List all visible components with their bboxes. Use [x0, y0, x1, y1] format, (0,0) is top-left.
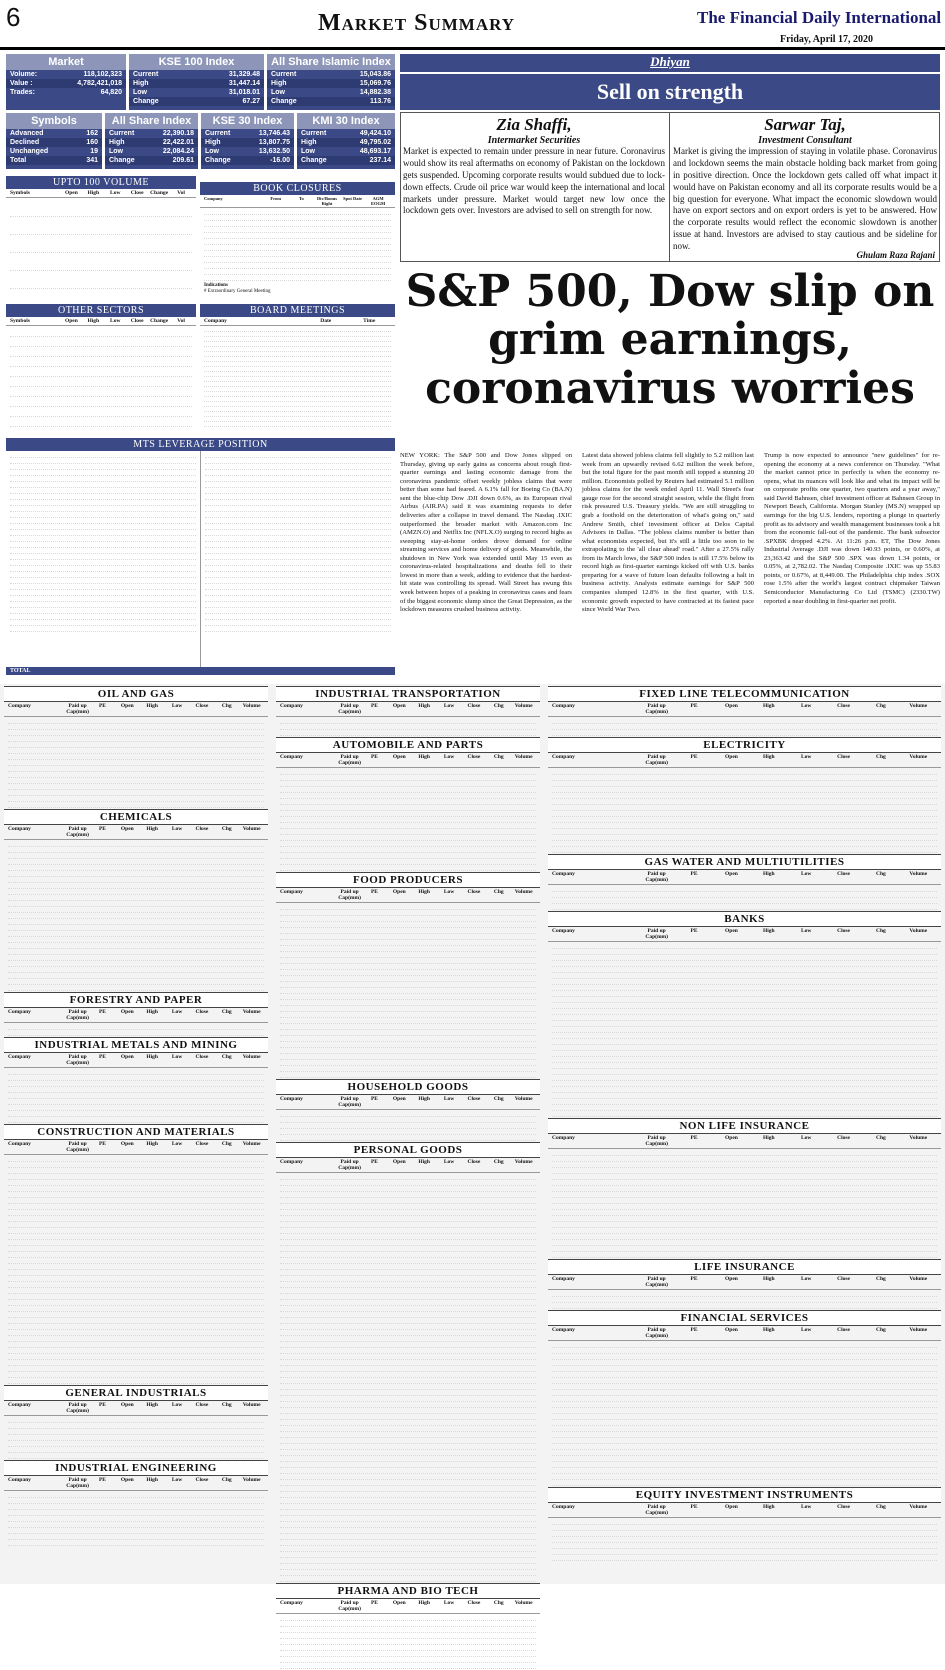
sector-header: Company Paid up Cap(mm) PE Open High Low Close Chg Volume	[276, 753, 540, 768]
header-rule	[0, 47, 945, 50]
table-row	[552, 904, 937, 910]
panel-row: Current 15,043.86	[271, 71, 391, 78]
masthead: The Financial Daily International	[697, 8, 942, 27]
panel-row: Change 237.14	[297, 156, 395, 165]
column-divider	[669, 113, 670, 261]
listings-left-column	[4, 686, 268, 1582]
sector-rows	[548, 1341, 941, 1487]
sector-title: LIFE INSURANCE	[548, 1259, 941, 1275]
allshare-panel	[105, 113, 198, 169]
sector-table	[276, 1142, 540, 1583]
story-headline: S&P 500, Dow slip on grim earnings, coronavirus worries	[405, 266, 935, 414]
panel-row: Current 31,329.48	[133, 71, 260, 78]
mts-left-column	[6, 451, 201, 667]
section-title: Market Summary	[318, 10, 516, 36]
sector-table	[548, 1310, 941, 1487]
panel-row: High 13,807.75	[201, 138, 294, 147]
panel-heading: All Share Index	[105, 113, 198, 129]
sector-title: INDUSTRIAL METALS AND MINING	[4, 1037, 268, 1053]
sector-table	[276, 1583, 540, 1670]
sector-header: Company Paid up Cap(mm) PE Open High Low Close Chg Volume	[548, 702, 941, 717]
table-row	[552, 1252, 937, 1258]
sector-table	[4, 1037, 268, 1124]
sector-rows	[4, 1491, 268, 1547]
sector-title: GAS WATER AND MULTIUTILITIES	[548, 854, 941, 870]
table-row	[8, 1540, 264, 1546]
author2-name: Sarwar Taj,	[764, 115, 846, 134]
sector-rows	[4, 1155, 268, 1385]
sector-header: Company Paid up Cap(mm) PE Open High Low Close Chg Volume	[4, 1053, 268, 1068]
sector-rows	[4, 840, 268, 992]
dhiyan-tag: Dhiyan	[400, 54, 940, 72]
sector-rows	[548, 768, 941, 854]
author2-affiliation: Investment Consultant	[758, 135, 852, 146]
sector-table	[4, 1460, 268, 1547]
sector-rows	[276, 903, 540, 1079]
sector-header: Company Paid up Cap(mm) PE Open High Low Close Chg Volume	[276, 1158, 540, 1173]
kse100-panel	[129, 54, 264, 110]
sector-title: FIXED LINE TELECOMMUNICATION	[548, 686, 941, 702]
sector-header: Company Paid up Cap(mm) PE Open High Low Close Chg Volume	[4, 1476, 268, 1491]
story-column-3: Trump is now expected to announce "new guidelines" for re-opening the economy at a news conference on Thursday. "What the market cannot price in perfectly is when the economy re-opens, what its nuances will look like and what its impact will be on corporate profits one quarter, two quarters and a year away," said David Bahnsen, chief investment officer at Bahnsen Group in Newport Beach, California. Morgan Stanley (MS.N) wrapped up earnings for the big U.S. lenders, reporting a plunge in quarterly profit as its advisory and wealth management businesses took a hit from the economic fall-out of the pandemic. The bank subsector .SPXBK dropped 4.2%. At 11:26 p.m. ET, The Dow Jones Industrial Average .DJI was down 140.93 points, or 0.60%, at 23,363.42 and the S&P 500 .SPX was down 1.34 points, or 0.05%, at 2,782.02. The Nasdaq Composite .IXIC was up 55.83 points, or 0.67%, at 8,449.00. The Philadelphia chip index .SOX rose 1.5% after the world's largest contract chipmaker Taiwan Semiconductor Manufacturing Co Ltd (TSMC) (2330.TW) reported a near doubling in first-quarter net profit.	[764, 452, 940, 605]
sector-title: CONSTRUCTION AND MATERIALS	[4, 1124, 268, 1140]
sector-table	[4, 1385, 268, 1460]
table-header: Symbols Open High Low Close Change Vol	[6, 317, 196, 326]
table-row	[280, 1072, 536, 1078]
panel-row: Low 13,632.50	[205, 148, 290, 155]
panel-row: Change 209.61	[105, 156, 198, 165]
table-row	[552, 1303, 937, 1309]
dhiyan-box	[400, 112, 940, 262]
sector-table	[4, 809, 268, 992]
sector-table	[276, 737, 540, 872]
panel-row: Change -16.00	[201, 156, 294, 165]
sector-table	[548, 911, 941, 1118]
sector-table	[4, 992, 268, 1037]
sector-title: GENERAL INDUSTRIALS	[4, 1385, 268, 1401]
panel-row: Low 22,084.24	[109, 148, 194, 155]
sector-title: FORESTRY AND PAPER	[4, 992, 268, 1008]
table-row	[8, 1030, 264, 1036]
sector-rows	[276, 717, 540, 737]
footnote-label: Indications	[204, 283, 228, 288]
sector-rows	[276, 768, 540, 872]
sector-header: Company Paid up Cap(mm) PE Open High Low Close Chg Volume	[548, 1326, 941, 1341]
panel-heading: Symbols	[6, 113, 102, 129]
sector-title: AUTOMOBILE AND PARTS	[276, 737, 540, 753]
sector-header: Company Paid up Cap(mm) PE Open High Low Close Chg Volume	[548, 753, 941, 768]
table-body	[6, 198, 196, 290]
mts-columns	[6, 451, 395, 667]
panel-row: Current 13,746.43	[205, 130, 290, 137]
sector-rows	[548, 885, 941, 911]
sector-rows	[4, 717, 268, 809]
author1-text: Market is expected to remain under pressure in near future. Coronavirus would show its real aftermaths on economy of Pakistan on the lockdown gets suspended. Upcoming corporate results would subdued due to lock-down effects. Crude oil price war would keep the international and local markets under pressure. Market would target new low once the lockdown gets over. Investors are advised to sell on strength for now.	[403, 146, 665, 216]
sector-header: Company Paid up Cap(mm) PE Open High Low Close Chg Volume	[276, 1095, 540, 1110]
panel-row: Value : 4,782,421,018	[6, 79, 126, 88]
table-title: UPTO 100 VOLUME	[6, 176, 196, 189]
author1-block	[403, 115, 665, 217]
panel-row: Declined 160	[6, 138, 102, 147]
sector-table	[548, 737, 941, 854]
sector-title: INDUSTRIAL ENGINEERING	[4, 1460, 268, 1476]
sector-rows	[548, 1518, 941, 1562]
story-column-2: Latest data showed jobless claims fell slightly to 5.2 million last week from an upwardly revised 6.62 million the week before, but the total figure for the past month still topped a stunning 20 million. Economists polled by Reuters had estimated 5.1 million jobless claims for the week ended April 11. Wall Street's fear gauge rose for the second straight session, while the flight from risk pressured U.S. Treasury yields. "We are still struggling to grab a foothold on the deterioration of what's going on," said Andrew Smith, chief investment officer at Delos Capital Advisors in Dallas. "The jobless claims number is better than what economists expected, but it's still a little too soon to be extrapolating to the 'all clear ahead' road." After a 27.5% rally from its March lows, the S&P 500 index is still 17.5% below its record high as first-quarter earnings kicked off with U.S. banks preparing for a wave of future loan defaults following a halt in business activity. Analysts estimate earnings for S&P 500 companies slumped 12.8% in the first quarter, with U.S. economic growth expected to have contracted at its fastest pace since World War Two.	[582, 452, 754, 614]
table-title: OTHER SECTORS	[6, 304, 196, 317]
sector-title: OIL AND GAS	[4, 686, 268, 702]
table-title: MTS LEVERAGE POSITION	[6, 438, 395, 451]
sector-title: FINANCIAL SERVICES	[548, 1310, 941, 1326]
sector-rows	[4, 1068, 268, 1124]
sector-header: Company Paid up Cap(mm) PE Open High Low Close Chg Volume	[276, 702, 540, 717]
upto100-table	[6, 176, 196, 300]
table-row	[280, 730, 536, 736]
sector-table	[548, 686, 941, 737]
market-panel	[6, 54, 126, 110]
table-header: Company Date Time	[200, 317, 395, 326]
sector-rows	[548, 1290, 941, 1310]
table-body	[6, 326, 196, 428]
table-row	[280, 1135, 536, 1141]
table-title: BOOK CLOSURES	[200, 182, 395, 195]
issue-date: Friday, April 17, 2020	[780, 34, 874, 45]
sector-table	[548, 1118, 941, 1259]
sector-title: EQUITY INVESTMENT INSTRUMENTS	[548, 1487, 941, 1503]
table-row	[8, 985, 264, 991]
panel-heading: KSE 100 Index	[129, 54, 264, 70]
sector-header: Company Paid up Cap(mm) PE Open High Low Close Chg Volume	[548, 870, 941, 885]
kse30-panel	[201, 113, 294, 169]
panel-heading: All Share Islamic Index	[267, 54, 395, 70]
symbols-panel	[6, 113, 102, 169]
story-column-1: NEW YORK: The S&P 500 and Dow Jones slipped on Thursday, giving up early gains as concerns about rough first-quarter earnings and lasting economic damage from the coronavirus pandemic offset weekly jobless claims that were better than some had feared. A 6.1% fall for Boeing Co (BA.N) sent the blue-chip Dow .DJI down 0.6%, as its European rival Airbus (AIR.PA) said it was examining requests to defer deliveries after a collapse in travel demand. The Nasdaq .IXIC outperformed the broader market with Amazon.com Inc (AMZN.O) and Netflix Inc (NFLX.O) surging to record highs as sweeping stay-at-home orders drove demand for online streaming services and home delivery of goods. Meanwhile, the shutdown in New York was extended until May 15 even as coronavirus-related hospitalizations and deaths fell to their lowest in more than a week, adding to evidence that the hardest-hit state was controlling its spread. Wall Street has swung this week between hopes of a peaking in coronavirus cases and fears of the biggest economic slump since the Great Depression, as the lockdown measures crushed business activity.	[400, 452, 572, 614]
panel-row: High 49,795.02	[297, 138, 395, 147]
table-row	[8, 1453, 264, 1459]
sector-table	[276, 686, 540, 737]
sector-header: Company Paid up Cap(mm) PE Open High Low Close Chg Volume	[4, 702, 268, 717]
sector-title: INDUSTRIAL TRANSPORTATION	[276, 686, 540, 702]
table-row	[552, 1111, 937, 1117]
sector-title: ELECTRICITY	[548, 737, 941, 753]
panel-row: High 15,069.76	[267, 79, 395, 88]
sector-table	[4, 1124, 268, 1385]
sector-rows	[276, 1614, 540, 1670]
sector-header: Company Paid up Cap(mm) PE Open High Low Close Chg Volume	[276, 888, 540, 903]
sector-rows	[548, 1149, 941, 1259]
panel-row: Low 31,018.01	[133, 89, 260, 96]
table-header: Symbols Open High Low Close Change Vol	[6, 189, 196, 198]
panel-row: Low 14,882.38	[271, 89, 391, 96]
table-row	[280, 1576, 536, 1582]
byline: Ghulam Raza Rajani	[856, 250, 935, 260]
table-row	[552, 1555, 937, 1561]
panel-heading: Market	[6, 54, 126, 70]
mts-total-label: TOTAL	[6, 667, 395, 675]
panel-row: Current 49,424.10	[301, 130, 391, 137]
table-row	[280, 865, 536, 871]
sector-title: BANKS	[548, 911, 941, 927]
author2-block	[673, 115, 937, 253]
sector-table	[548, 1487, 941, 1562]
sector-header: Company Paid up Cap(mm) PE Open High Low Close Chg Volume	[4, 1140, 268, 1155]
table-body	[200, 208, 395, 282]
author1-name: Zia Shaffi,	[496, 115, 572, 134]
sector-title: PHARMA AND BIO TECH	[276, 1583, 540, 1599]
sector-title: CHEMICALS	[4, 809, 268, 825]
listings-right-column	[548, 686, 941, 1582]
other-sectors-table	[6, 304, 196, 432]
mts-leverage-table	[6, 438, 395, 678]
table-row	[8, 1378, 264, 1384]
sector-rows	[276, 1110, 540, 1142]
table-row	[280, 1663, 536, 1669]
sector-table	[548, 854, 941, 911]
panel-row: Current 22,390.18	[109, 130, 194, 137]
sector-header: Company Paid up Cap(mm) PE Open High Low Close Chg Volume	[548, 1134, 941, 1149]
table-row	[8, 1117, 264, 1123]
sector-header: Company Paid up Cap(mm) PE Open High Low Close Chg Volume	[548, 1275, 941, 1290]
sector-title: PERSONAL GOODS	[276, 1142, 540, 1158]
panel-row: Change 113.76	[267, 97, 395, 106]
mts-right-column	[201, 451, 395, 667]
sector-title: HOUSEHOLD GOODS	[276, 1079, 540, 1095]
panel-row: Change 67.27	[129, 97, 264, 106]
sector-rows	[4, 1416, 268, 1460]
allshare-islamic-panel	[267, 54, 395, 110]
sector-table	[4, 686, 268, 809]
sector-header: Company Paid up Cap(mm) PE Open High Low Close Chg Volume	[548, 927, 941, 942]
sector-rows	[4, 1023, 268, 1037]
sector-header: Company Paid up Cap(mm) PE Open High Low Close Chg Volume	[276, 1599, 540, 1614]
table-row	[8, 802, 264, 808]
panel-row: Trades: 64,820	[10, 89, 122, 96]
sector-rows	[276, 1173, 540, 1583]
author2-text: Market is giving the impression of staying in volatile phase. Coronavirus and lockdown seems the main obstacle holding back market from going in positive direction. Once the lockdown gets called off what impact it would have on Pakistan economy and all its corporate results would be a big question for everyone. What impact the economic slowdown would have on export sectors and on export orders is yet to be answered. How the corporate results would reflect the economic slowdown is another issue at hand. Investors are advised to stay cautious and be sideline for now.	[673, 146, 937, 251]
table-header: Company From To Div/Bonus Right Spot Date AGM EOGM	[200, 195, 395, 208]
author1-affiliation: Intermarket Securities	[487, 135, 581, 146]
panel-row: Volume: 118,102,323	[10, 71, 122, 78]
sector-table	[548, 1259, 941, 1310]
panel-row: Total 341	[6, 156, 102, 165]
sector-table	[276, 1079, 540, 1142]
kmi30-panel	[297, 113, 395, 169]
table-row	[552, 847, 937, 853]
sector-header: Company Paid up Cap(mm) PE Open High Low Close Chg Volume	[4, 825, 268, 840]
sector-table	[276, 872, 540, 1079]
table-row	[552, 730, 937, 736]
panel-row: Advanced 162	[10, 130, 98, 137]
panel-row: Unchanged 19	[10, 148, 98, 155]
sector-header: Company Paid up Cap(mm) PE Open High Low Close Chg Volume	[548, 1503, 941, 1518]
table-row	[552, 1480, 937, 1486]
table-body	[200, 326, 395, 428]
sector-title: NON LIFE INSURANCE	[548, 1118, 941, 1134]
sector-title: FOOD PRODUCERS	[276, 872, 540, 888]
listings-mid-column	[276, 686, 540, 1612]
sector-header: Company Paid up Cap(mm) PE Open High Low Close Chg Volume	[4, 1008, 268, 1023]
panel-heading: KMI 30 Index	[297, 113, 395, 129]
panel-row: Low 48,693.17	[301, 148, 391, 155]
sell-banner: Sell on strength	[400, 74, 940, 110]
sector-rows	[548, 717, 941, 737]
panel-row: High 31,447.14	[129, 79, 264, 88]
book-closures-table	[200, 182, 395, 300]
board-meetings-table	[200, 304, 395, 432]
panel-heading: KSE 30 Index	[201, 113, 294, 129]
footnote: # Extraordinary General Meeting	[204, 289, 271, 294]
panel-row: High 22,422.01	[105, 138, 198, 147]
sector-header: Company Paid up Cap(mm) PE Open High Low Close Chg Volume	[4, 1401, 268, 1416]
table-title: BOARD MEETINGS	[200, 304, 395, 317]
sector-rows	[548, 942, 941, 1118]
page-number: 6	[6, 2, 21, 32]
